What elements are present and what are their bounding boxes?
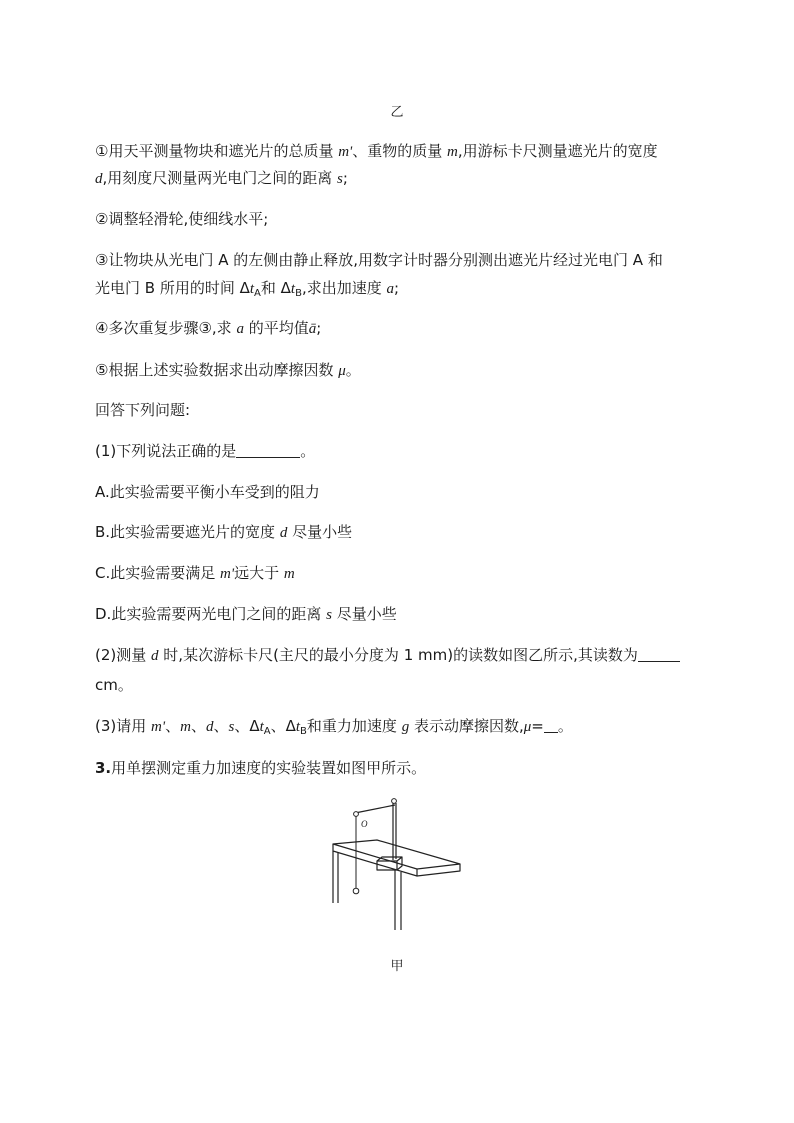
question-1: (1)下列说法正确的是 。 xyxy=(95,442,316,460)
answer-blank-3[interactable] xyxy=(544,718,558,733)
pivot-point xyxy=(354,812,359,817)
pivot-label-o: O xyxy=(361,819,368,829)
step-1-line-1: ①用天平测量物块和遮光片的总质量 m'、重物的质量 m,用游标卡尺测量遮光片的宽度 xyxy=(95,142,658,160)
rod-top-clamp xyxy=(392,799,397,804)
questions-intro: 回答下列问题: xyxy=(95,401,191,419)
step-3-line-2: 光电门 B 所用的时间 $\Delta t_A$和 $\Delta t_B$,求出加速度 a; xyxy=(95,279,400,299)
pendulum-bob xyxy=(353,888,359,894)
option-c: C.此实验需要满足 m'远大于 m xyxy=(95,564,295,582)
figure-yi-caption: 乙 xyxy=(390,105,404,120)
step-4: ④多次重复步骤③,求 a 的平均值ā; xyxy=(95,319,322,337)
stand-arm xyxy=(355,805,395,813)
answer-blank-1[interactable] xyxy=(236,443,300,458)
problem-3-statement: 3.用单摆测定重力加速度的实验装置如图甲所示。 xyxy=(95,759,427,777)
table-leg-left xyxy=(333,851,338,903)
step-5: ⑤根据上述实验数据求出动摩擦因数 μ。 xyxy=(95,361,361,379)
table-front-edge xyxy=(333,844,417,876)
figure-jia-caption: 甲 xyxy=(390,959,404,974)
option-a: A.此实验需要平衡小车受到的阻力 xyxy=(95,483,320,501)
question-2-line-1: (2)测量 d 时,某次游标卡尺(主尺的最小分度为 1 mm)的读数如图乙所示,其读数为 xyxy=(95,645,680,666)
step-2: ②调整轻滑轮,使细线水平; xyxy=(95,210,269,228)
option-b: B.此实验需要遮光片的宽度 d 尽量小些 xyxy=(95,523,353,541)
step-3-line-1: ③让物块从光电门 A 的左侧由静止释放,用数字计时器分别测出遮光片经过光电门 A 和 xyxy=(95,251,663,269)
table-leg-front xyxy=(395,870,401,930)
question-3: (3)请用 m'、m、d、s、$\Delta t_A$、$\Delta t_B$和重力加速度 g 表示动摩擦因数,μ= 。 xyxy=(95,717,573,737)
question-2-line-2: cm。 xyxy=(95,676,133,694)
option-d: D.此实验需要两光电门之间的距离 s 尽量小些 xyxy=(95,605,397,623)
answer-blank-2[interactable] xyxy=(638,647,680,662)
table-side-edge xyxy=(417,864,460,876)
step-1-line-2: d,用刻度尺测量两光电门之间的距离 s; xyxy=(95,169,348,187)
pendulum-apparatus-figure xyxy=(325,795,470,935)
stand-rod xyxy=(393,803,396,860)
